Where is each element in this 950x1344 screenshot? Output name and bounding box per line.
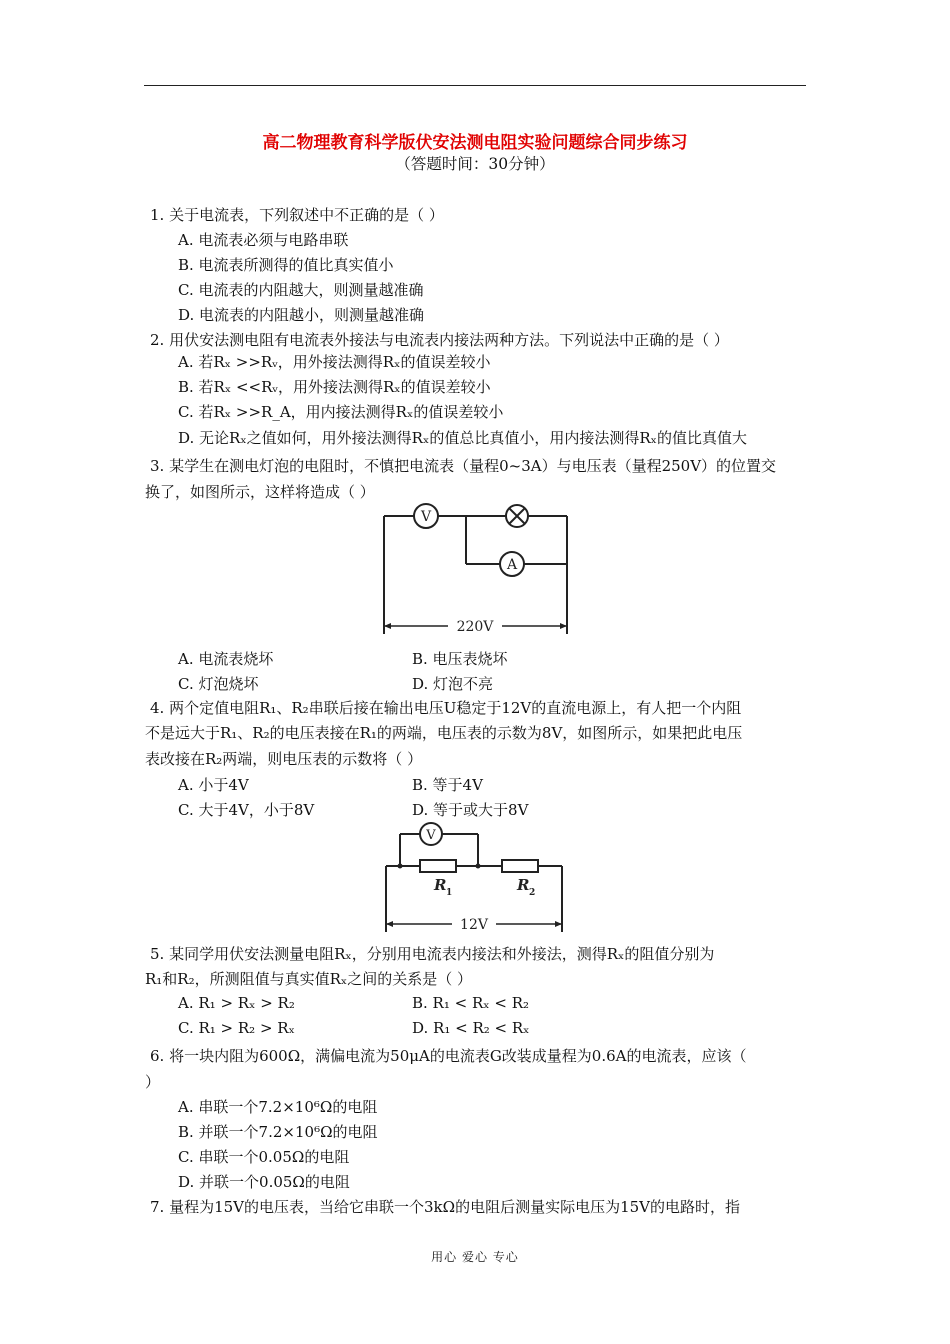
- q1-option-b: B. 电流表所测得的值比真实值小: [178, 256, 394, 274]
- q5-stem-line2: R₁和R₂，所测阻值与真实值Rₓ之间的关系是（ ）: [145, 970, 473, 988]
- resistor-r2: [502, 860, 538, 872]
- q6-option-c: C. 串联一个0.05Ω的电阻: [178, 1148, 350, 1166]
- page-footer: 用心 爱心 专心: [431, 1250, 519, 1264]
- q2-option-d: D. 无论Rₓ之值如何，用外接法测得Rₓ的值总比真值小，用内接法测得Rₓ的值比真值大: [178, 429, 747, 447]
- q5-option-d: D. R₁ < R₂ < Rₓ: [412, 1019, 530, 1037]
- q3-option-c: C. 灯泡烧坏: [178, 675, 259, 693]
- q4-option-a: A. 小于4V: [178, 776, 249, 794]
- q6-option-a: A. 串联一个7.2×10⁶Ω的电阻: [178, 1098, 378, 1116]
- q2-option-b: B. 若Rₓ <<Rᵥ，用外接法测得Rₓ的值误差较小: [178, 378, 491, 396]
- q1-stem: 1. 关于电流表，下列叙述中不正确的是（ ）: [150, 206, 444, 224]
- q4-r2-subscript: 2: [529, 888, 536, 898]
- resistor-r1: [420, 860, 456, 872]
- q4-circuit-figure: [380, 820, 570, 936]
- q3-ammeter-label: A: [506, 557, 518, 573]
- q6-option-b: B. 并联一个7.2×10⁶Ω的电阻: [178, 1123, 378, 1141]
- q6-stem-line2: ）: [145, 1073, 161, 1091]
- q6-option-d: D. 并联一个0.05Ω的电阻: [178, 1173, 350, 1191]
- q7-stem-line1: 7. 量程为15V的电压表，当给它串联一个3kΩ的电阻后测量实际电压为15V的电路时，指: [150, 1198, 740, 1216]
- q4-option-c: C. 大于4V，小于8V: [178, 801, 315, 819]
- page-title: 高二物理教育科学版伏安法测电阻实验问题综合同步练习: [262, 133, 688, 153]
- q2-stem: 2. 用伏安法测电阻有电流表外接法与电流表内接法两种方法。下列说法中正确的是（ ）: [150, 331, 729, 349]
- q3-option-b: B. 电压表烧坏: [412, 650, 508, 668]
- q5-option-c: C. R₁ > R₂ > Rₓ: [178, 1019, 295, 1037]
- q3-option-a: A. 电流表烧坏: [178, 650, 274, 668]
- q1-option-d: D. 电流表的内阻越小，则测量越准确: [178, 306, 425, 324]
- q5-stem-line1: 5. 某同学用伏安法测量电阻Rₓ，分别用电流表内接法和外接法，测得Rₓ的阻值分别为: [150, 945, 715, 963]
- page-subtitle: （答题时间：30分钟）: [395, 155, 555, 173]
- q4-stem-line1: 4. 两个定值电阻R₁、R₂串联后接在输出电压U稳定于12V的直流电源上，有人把一个内阻: [150, 699, 742, 717]
- q4-voltmeter-label: V: [426, 828, 436, 843]
- q4-option-b: B. 等于4V: [412, 776, 483, 794]
- header-rule: [144, 85, 806, 86]
- q4-stem-line2: 不是远大于R₁、R₂的电压表接在R₁的两端，电压表的示数为8V，如图所示，如果把此电压: [145, 724, 743, 742]
- q5-option-b: B. R₁ < Rₓ < R₂: [412, 994, 530, 1012]
- q3-option-d: D. 灯泡不亮: [412, 675, 494, 693]
- q2-option-a: A. 若Rₓ >>Rᵥ，用外接法测得Rₓ的值误差较小: [178, 353, 491, 371]
- q2-option-c: C. 若Rₓ >>R_A，用内接法测得Rₓ的值误差较小: [178, 403, 504, 421]
- q4-voltage-label: 12V: [460, 917, 488, 933]
- q4-r2-label: R: [517, 876, 530, 894]
- q3-voltage-label: 220V: [456, 619, 494, 635]
- q6-stem-line1: 6. 将一块内阻为600Ω，满偏电流为50μA的电流表G改装成量程为0.6A的电流表，应该（: [150, 1047, 747, 1065]
- q3-voltmeter-label: V: [420, 509, 432, 525]
- q4-r1-label: R: [434, 876, 447, 894]
- q3-stem-line2: 换了，如图所示，这样将造成（ ）: [145, 483, 375, 501]
- q5-option-a: A. R₁ > Rₓ > R₂: [178, 994, 295, 1012]
- q4-stem-line3: 表改接在R₂两端，则电压表的示数将（ ）: [145, 750, 423, 768]
- q1-option-c: C. 电流表的内阻越大，则测量越准确: [178, 281, 424, 299]
- q1-option-a: A. 电流表必须与电路串联: [178, 231, 349, 249]
- q3-circuit-figure: [378, 500, 574, 642]
- q3-stem-line1: 3. 某学生在测电灯泡的电阻时，不慎把电流表（量程0~3A）与电压表（量程250V）的位置交: [150, 457, 777, 475]
- q4-option-d: D. 等于或大于8V: [412, 801, 529, 819]
- q4-r1-subscript: 1: [446, 888, 453, 898]
